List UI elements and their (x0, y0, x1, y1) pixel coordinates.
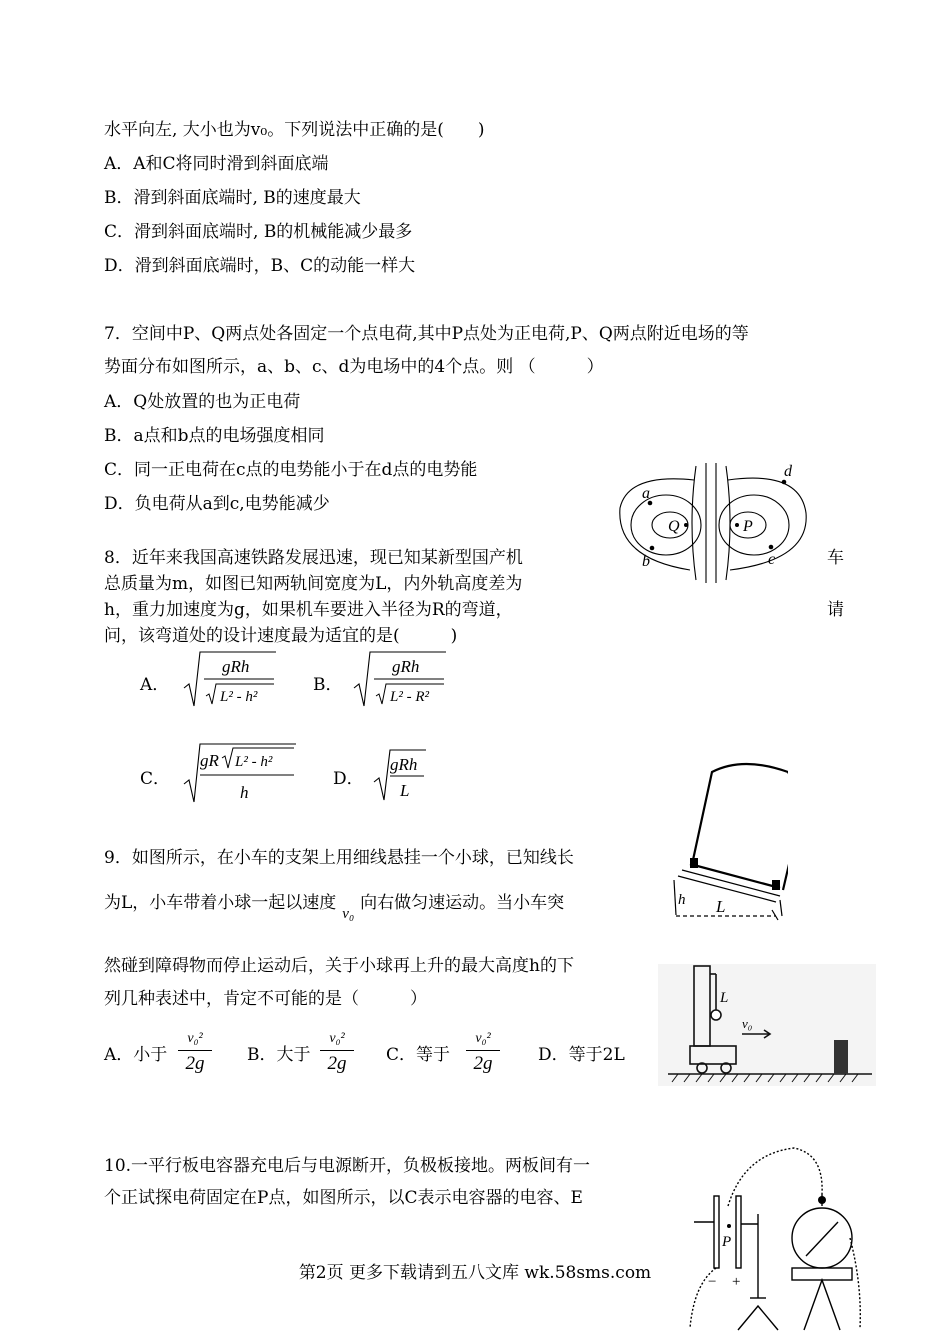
q7-label-p: P (743, 518, 753, 535)
q9-option-c-label: C．等于 (386, 1045, 451, 1065)
q10-label-p: P (722, 1234, 732, 1250)
q9-label-v0: v₀ (742, 1016, 753, 1031)
q6-option-a: A．A和C将同时滑到斜面底端 (104, 154, 329, 174)
q8-stem-line1-end: 车 (827, 548, 844, 568)
q7-option-d: D．负电荷从a到c,电势能减少 (104, 494, 330, 514)
q8-label-l: L (716, 897, 726, 916)
q9-option-a-den: 2g (185, 1053, 205, 1074)
q7-label-c: c (768, 551, 776, 568)
q9-option-b-frac (320, 1030, 354, 1075)
q9-option-d-label: D．等于2L (538, 1045, 625, 1065)
q10-stem-line2: 个正试探电荷固定在P点，如图所示，以C表示电容器的电容、E (104, 1188, 583, 1208)
q9-option-a-label: A．小于 (104, 1045, 168, 1065)
q7-label-a: a (642, 485, 650, 502)
q8-formula-a-den: L² - h² (220, 689, 258, 705)
q9-stem-line2-post: 向右做匀速运动。当小车突 (360, 893, 565, 913)
q9-option-b-den: 2g (327, 1053, 347, 1074)
q7-label-d: d (784, 463, 792, 480)
q9-option-a-frac (178, 1030, 212, 1075)
q8-formula-b-num: gRh (392, 657, 420, 676)
q8-stem-line4: 问，该弯道处的设计速度最为适宜的是( ) (104, 626, 458, 646)
q10-stem-line1: 10.一平行板电容器充电后与电源断开，负极板接地。两板间有一 (104, 1156, 591, 1176)
q9-option-c-num: v₀² (475, 1031, 491, 1046)
q9-option-c-frac (466, 1030, 500, 1075)
q6-option-d: D．滑到斜面底端时，B、C的动能一样大 (104, 256, 416, 276)
q9-stem-line3: 然碰到障碍物而停止运动后，关于小球再上升的最大高度h的下 (104, 956, 574, 976)
q7-option-b: B．a点和b点的电场强度相同 (104, 426, 325, 446)
q9-stem-line2 (104, 891, 565, 922)
q8-formula-b (350, 648, 450, 710)
q9-stem-line1: 9．如图所示，在小车的支架上用细线悬挂一个小球，已知线长 (104, 848, 574, 868)
q8-formula-d-num: gRh (390, 755, 418, 774)
q8-formula-c-num-pre: gR (200, 751, 219, 770)
q6-option-b: B．滑到斜面底端时, B的速度最大 (104, 188, 361, 208)
q8-stem-line2: 总质量为m，如图已知两轨间宽度为L，内外轨高度差为 (104, 574, 523, 594)
q8-label-h: h (678, 892, 686, 908)
q8-formula-d (370, 746, 430, 804)
q6-option-c: C．滑到斜面底端时, B的机械能减少最多 (104, 222, 413, 242)
q9-cart-figure (658, 964, 876, 1086)
q9-label-l: L (720, 990, 729, 1006)
q8-formula-c-num-rad: L² - h² (235, 754, 273, 770)
q7-option-c: C．同一正电荷在c点的电势能小于在d点的电势能 (104, 460, 478, 480)
q8-option-d-letter: D． (333, 769, 364, 789)
q8-option-c-letter: C． (140, 769, 171, 789)
q8-stem-line3: h，重力加速度为g，如果机车要进入半径为R的弯道， (104, 600, 513, 620)
q7-stem-line1: 7．空间中P、Q两点处各固定一个点电荷,其中P点处为正电荷,P、Q两点附近电场的等 (104, 324, 749, 344)
q8-formula-c-den: h (240, 783, 249, 802)
q8-stem-line1: 8．近年来我国高速铁路发展迅速，现已知某新型国产机 (104, 548, 523, 568)
q8-formula-a-num: gRh (222, 657, 250, 676)
q7-equipotential-figure (608, 458, 818, 588)
q7-option-a: A．Q处放置的也为正电荷 (104, 392, 301, 412)
q9-option-c-den: 2g (473, 1053, 493, 1074)
q8-stem-line3-end: 请 (827, 600, 844, 620)
q9-option-b-num: v₀² (329, 1031, 345, 1046)
q8-option-b-letter: B． (313, 675, 343, 695)
q8-formula-b-den: L² - R² (390, 689, 429, 705)
q8-formula-c (180, 740, 300, 806)
q9-velocity-symbol: v₀ (342, 906, 355, 922)
q8-track-figure (668, 760, 788, 928)
q10-label-minus: − (708, 1274, 717, 1290)
q9-stem-line2-pre: 为L，小车带着小球一起以速度 (104, 893, 337, 913)
q7-label-b: b (642, 553, 650, 570)
page-footer: 第2页 更多下载请到五八文库 wk.58sms.com (298, 1263, 652, 1283)
q7-stem-line2: 势面分布如图所示，a、b、c、d为电场中的4个点。则 （ ） (104, 357, 604, 377)
q8-option-a-letter: A． (140, 675, 170, 695)
q10-label-plus: + (732, 1274, 741, 1290)
q8-formula-a (180, 648, 280, 710)
q6-text-tail: 水平向左, 大小也为v₀。下列说法中正确的是( ) (104, 120, 485, 140)
q9-stem-line4: 列几种表述中，肯定不可能的是（ ） (104, 989, 427, 1009)
q7-label-q: Q (668, 518, 680, 535)
q10-capacitor-figure (674, 1144, 874, 1334)
q9-option-b-label: B．大于 (247, 1045, 311, 1065)
q9-option-a-num: v₀² (187, 1031, 203, 1046)
q8-formula-d-den: L (400, 781, 410, 800)
